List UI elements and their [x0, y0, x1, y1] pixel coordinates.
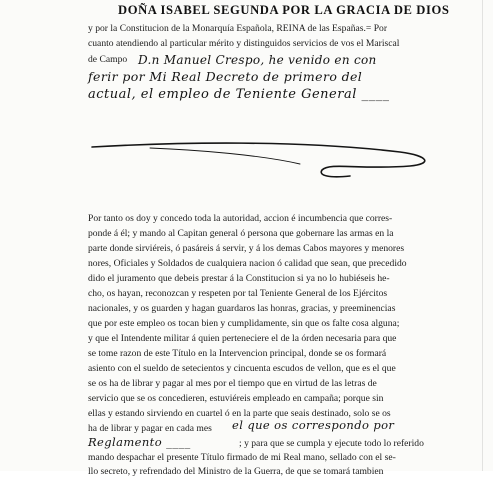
- body-line-4: nores, Oficiales y Soldados de cualquiera nacion ó calidad que sean, que precedido: [88, 258, 407, 269]
- header-line-3: de Campo: [88, 54, 128, 65]
- document-title: DOÑA ISABEL SEGUNDA POR LA GRACIA DE DIOS: [118, 3, 450, 17]
- handwritten-line-2: ferir por Mi Real Decreto de primero del: [88, 69, 363, 84]
- body-line-7: nacionales, y os guarden y hagan guardaros las honras, gracias, y preeminencias: [88, 303, 396, 314]
- body-line-3: parte donde sirviéreis, ó pasáreis á servir, y á los demas Cabos mayores y menores: [88, 243, 405, 254]
- body-line-15: ha de librar y pagar en cada mes: [88, 423, 212, 434]
- body-line-13: servicio que se os concedieren, estuviéreis empleado en campaña; porque sin: [88, 393, 384, 404]
- body-line-12: se os ha de librar y pagar al mes por el tiempo que en virtud de las letras de: [88, 378, 377, 389]
- body-line-18: llo secreto, y refrendado del Ministro de la Guerra, de que se tomará tambien: [88, 466, 384, 477]
- page-edge: [482, 0, 483, 471]
- body-line-6: cho, os hayan, reconozcan y respeten por tal Teniente General de los Ejércitos: [88, 288, 388, 299]
- body-line-11: asiento con el sueldo de setecientos y cincuenta escudos de vellon, que es el que: [88, 363, 396, 374]
- body-line-14: ellas y estando sirviendo en cuartel ó en la parte que seais destinado, solo se os: [88, 408, 391, 419]
- handwritten-fill-1: el que os correspondo por: [232, 418, 395, 432]
- body-line-17: mando despachar el presente Título firmado de mi Real mano, sellado con el se-: [88, 452, 396, 463]
- body-line-1: Por tanto os doy y concedo toda la autoridad, accion é incumbencia que corres-: [88, 213, 393, 224]
- handwritten-fill-2: Reglamento ____: [88, 435, 191, 449]
- body-line-9: y que el Intendente militar á quien perteneciere el de la órden necesaria para que: [88, 333, 397, 344]
- handwritten-name: D.n Manuel Crespo, he venido en con: [138, 53, 377, 67]
- handwritten-line-3: actual, el empleo de Teniente General ____: [88, 87, 390, 102]
- header-line-1: y por la Constitucion de la Monarquía Española, REINA de las Españas.= Por: [88, 23, 388, 34]
- body-line-2: ponde á él; y mando al Capitan general ó persona que gobernare las armas en la: [88, 228, 394, 239]
- body-line-5: dido el juramento que debeis prestar á la Constitucion si ya no lo hubiéseis he-: [88, 273, 390, 284]
- body-line-16: ; y para que se cumpla y ejecute todo lo referido: [239, 438, 424, 449]
- body-line-10: se tome razon de este Título en la Intervencion principal, donde se os formará: [88, 348, 387, 359]
- body-line-8: que por este empleo os tocan bien y cumplidamente, sin que os falte cosa alguna;: [88, 318, 400, 329]
- header-line-2: cuanto atendiendo al particular mérito y distinguidos servicios de vos el Mariscal: [88, 38, 400, 49]
